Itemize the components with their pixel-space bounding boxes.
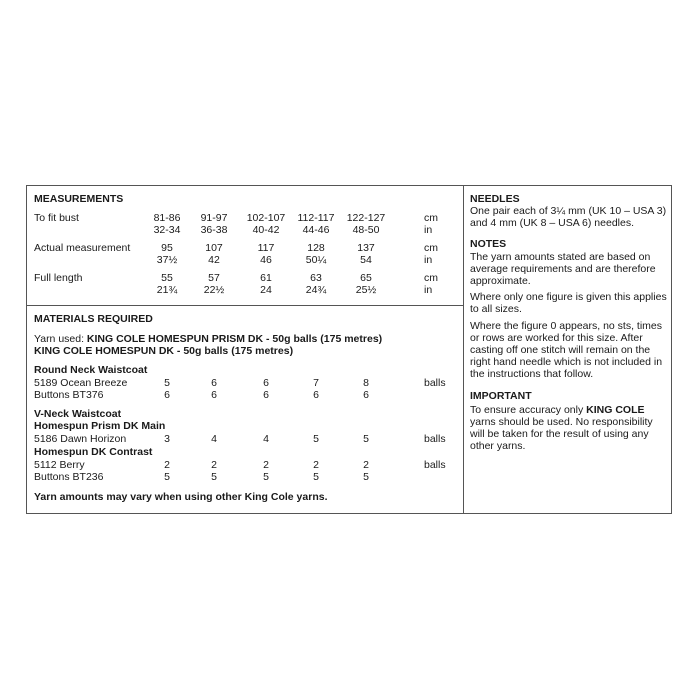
measurement-value-in: 44-46 bbox=[302, 224, 330, 236]
material-unit: balls bbox=[424, 433, 446, 445]
material-quantity: 6 bbox=[164, 389, 170, 401]
notes-paragraph-2: Where only one figure is given this applies to all sizes. bbox=[470, 291, 667, 315]
measurement-value-cm: 91-97 bbox=[200, 212, 228, 224]
measurement-row-label: Actual measurement bbox=[34, 242, 131, 254]
notes-heading: NOTES bbox=[470, 238, 507, 250]
material-quantity: 5 bbox=[263, 471, 269, 483]
needles-text: One pair each of 3¼ mm (UK 10 – USA 3) and 4 mm (UK 8 – USA 6) needles. bbox=[470, 205, 667, 229]
measurement-value-cm: 107 bbox=[205, 242, 223, 254]
measurement-value-in: 40-42 bbox=[252, 224, 280, 236]
measurement-value-in: 37½ bbox=[156, 254, 178, 266]
measurement-value-in: 21¾ bbox=[156, 284, 178, 296]
measurement-value-in: 42 bbox=[208, 254, 220, 266]
material-row-label: 5189 Ocean Breeze bbox=[34, 377, 128, 389]
measurement-value-in: 48-50 bbox=[352, 224, 380, 236]
measurement-unit-cm: cm bbox=[424, 242, 438, 254]
material-quantity: 6 bbox=[263, 377, 269, 389]
measurement-unit-cm: cm bbox=[424, 212, 438, 224]
measurement-value-in: 24 bbox=[260, 284, 272, 296]
measurement-value-cm: 81-86 bbox=[153, 212, 181, 224]
measurement-value-cm: 57 bbox=[208, 272, 220, 284]
measurements-heading: MEASUREMENTS bbox=[34, 193, 124, 205]
important-text bbox=[470, 404, 668, 452]
material-row-label: 5112 Berry bbox=[34, 459, 85, 471]
measurement-unit-in: in bbox=[424, 254, 433, 266]
material-quantity: 6 bbox=[363, 389, 369, 401]
material-unit: balls bbox=[424, 377, 446, 389]
material-quantity: 5 bbox=[164, 377, 170, 389]
yarn-used-line bbox=[34, 333, 382, 345]
section-divider bbox=[26, 305, 464, 306]
notes-paragraph-1: The yarn amounts stated are based on average requirements and are therefore approximate. bbox=[470, 251, 656, 287]
material-quantity: 2 bbox=[164, 459, 170, 471]
measurement-value-cm: 122-127 bbox=[346, 212, 386, 224]
material-quantity: 6 bbox=[211, 377, 217, 389]
material-quantity: 2 bbox=[263, 459, 269, 471]
material-quantity: 5 bbox=[313, 433, 319, 445]
material-quantity: 2 bbox=[313, 459, 319, 471]
measurement-value-cm: 61 bbox=[260, 272, 272, 284]
yarn-footnote: Yarn amounts may vary when using other King Cole yarns. bbox=[34, 491, 328, 503]
measurement-value-cm: 63 bbox=[310, 272, 322, 284]
material-quantity: 6 bbox=[263, 389, 269, 401]
measurement-value-cm: 55 bbox=[161, 272, 173, 284]
measurement-row-label: To fit bust bbox=[34, 212, 79, 224]
measurement-value-in: 22½ bbox=[203, 284, 225, 296]
measurement-value-cm: 65 bbox=[360, 272, 372, 284]
measurement-value-in: 54 bbox=[360, 254, 372, 266]
material-quantity: 3 bbox=[164, 433, 170, 445]
measurement-unit-in: in bbox=[424, 284, 433, 296]
yarn-prefix: Yarn used: bbox=[34, 333, 87, 345]
vneck-main-subheading: Homespun Prism DK Main bbox=[34, 420, 166, 432]
important-pre: To ensure accuracy only bbox=[470, 404, 587, 416]
measurement-row-label: Full length bbox=[34, 272, 83, 284]
material-quantity: 4 bbox=[263, 433, 269, 445]
material-quantity: 5 bbox=[313, 471, 319, 483]
yarn-name-homespun: KING COLE HOMESPUN DK - 50g balls (175 metres) bbox=[34, 345, 294, 357]
material-quantity: 5 bbox=[363, 471, 369, 483]
measurement-value-in: 24¾ bbox=[305, 284, 327, 296]
important-brand: KING COLE bbox=[586, 404, 645, 416]
measurement-unit-cm: cm bbox=[424, 272, 438, 284]
material-quantity: 5 bbox=[211, 471, 217, 483]
round-neck-heading: Round Neck Waistcoat bbox=[34, 364, 148, 376]
materials-heading: MATERIALS REQUIRED bbox=[34, 313, 153, 325]
material-quantity: 5 bbox=[363, 433, 369, 445]
material-row-label: Buttons BT376 bbox=[34, 389, 104, 401]
notes-paragraph-3: Where the figure 0 appears, no sts, times or rows are worked for this size. After casting off one stitch will remain on the right hand needle which is not included in the instructions that follow. bbox=[470, 320, 663, 380]
vneck-contrast-subheading: Homespun DK Contrast bbox=[34, 446, 153, 458]
measurement-value-in: 32-34 bbox=[153, 224, 181, 236]
measurement-value-cm: 95 bbox=[161, 242, 173, 254]
measurement-value-in: 50¼ bbox=[305, 254, 327, 266]
needles-heading: NEEDLES bbox=[470, 193, 520, 205]
measurement-value-cm: 112-117 bbox=[297, 212, 335, 224]
material-quantity: 8 bbox=[363, 377, 369, 389]
material-quantity: 2 bbox=[211, 459, 217, 471]
measurement-value-cm: 128 bbox=[307, 242, 325, 254]
measurement-value-in: 36-38 bbox=[200, 224, 228, 236]
measurement-value-in: 25½ bbox=[355, 284, 377, 296]
material-unit: balls bbox=[424, 459, 446, 471]
material-row-label: Buttons BT236 bbox=[34, 471, 104, 483]
measurement-value-cm: 102-107 bbox=[246, 212, 286, 224]
measurement-value-cm: 137 bbox=[357, 242, 375, 254]
material-quantity: 2 bbox=[363, 459, 369, 471]
column-divider bbox=[463, 185, 464, 514]
material-quantity: 6 bbox=[313, 389, 319, 401]
vneck-heading: V-Neck Waistcoat bbox=[34, 408, 122, 420]
important-post: yarns should be used. No responsibility will be taken for the result of using any other yarns. bbox=[470, 416, 653, 452]
yarn-name-prism: KING COLE HOMESPUN PRISM DK - 50g balls (175 metres) bbox=[86, 333, 383, 345]
measurement-unit-in: in bbox=[424, 224, 433, 236]
material-row-label: 5186 Dawn Horizon bbox=[34, 433, 127, 445]
measurement-value-in: 46 bbox=[260, 254, 272, 266]
measurement-value-cm: 117 bbox=[257, 242, 275, 254]
important-heading: IMPORTANT bbox=[470, 390, 532, 402]
material-quantity: 4 bbox=[211, 433, 217, 445]
material-quantity: 5 bbox=[164, 471, 170, 483]
material-quantity: 7 bbox=[313, 377, 319, 389]
material-quantity: 6 bbox=[211, 389, 217, 401]
